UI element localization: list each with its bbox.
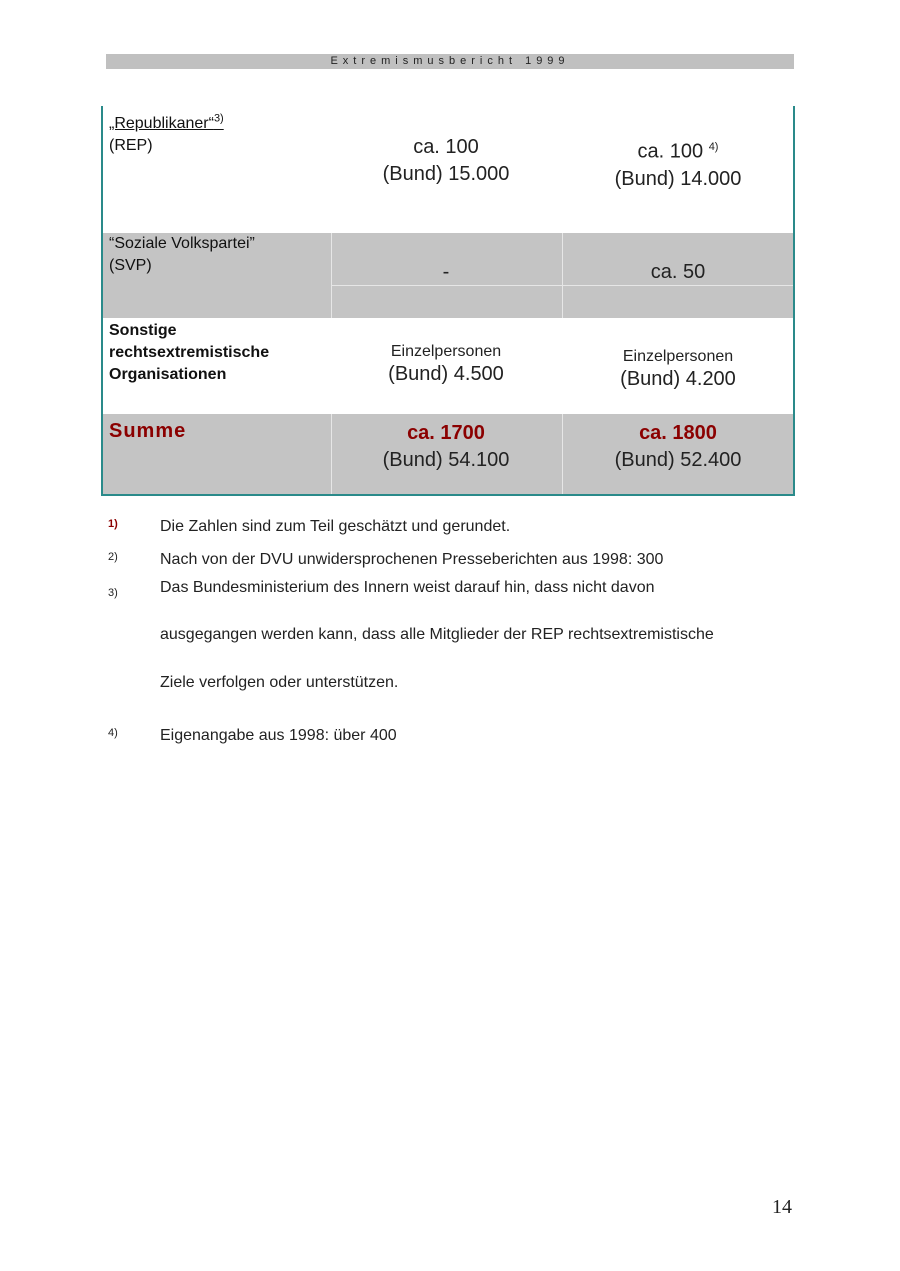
- local-count: Einzelpersonen: [622, 348, 734, 365]
- federal-count: (Bund) 52.400: [614, 449, 742, 471]
- value-cell: [331, 420, 561, 474]
- local-count: ca. 50: [650, 261, 706, 283]
- party-name-line: rechtsextremistische: [109, 344, 270, 361]
- footnote-number: 2): [108, 551, 118, 563]
- membership-table: [101, 106, 795, 496]
- federal-count: (Bund) 54.100: [382, 449, 510, 471]
- party-abbr: (REP): [109, 137, 153, 155]
- value-cell: [331, 259, 561, 286]
- value-cell: [331, 342, 561, 386]
- local-count: ca. 1800: [639, 422, 717, 444]
- running-header: Extremismusbericht 1999: [106, 54, 794, 69]
- local-count: Einzelpersonen: [390, 343, 502, 360]
- footnote-text: Nach von der DVU unwidersprochenen Presseberichten aus 1998: 300: [160, 551, 664, 568]
- party-name-cell: [109, 233, 329, 277]
- footnote-text: Eigenangabe aus 1998: über 400: [160, 727, 397, 744]
- footnote-text: Ziele verfolgen oder unterstützen.: [160, 674, 399, 691]
- federal-count: (Bund) 4.200: [620, 368, 736, 390]
- value-cell: [563, 134, 793, 193]
- party-name-cell: [109, 108, 329, 157]
- table-row: [103, 318, 793, 414]
- value-cell: [331, 134, 561, 188]
- sum-label: Summe: [109, 420, 187, 442]
- footnote-number: 1): [108, 518, 118, 530]
- federal-count: (Bund) 14.000: [614, 167, 742, 190]
- table-row: [103, 414, 793, 494]
- party-name-line: Organisationen: [109, 366, 227, 383]
- federal-count: (Bund) 4.500: [388, 363, 504, 385]
- footnote-text: Die Zahlen sind zum Teil geschätzt und gerundet.: [160, 518, 511, 535]
- local-count: ca. 100: [413, 136, 479, 158]
- local-count: ca. 100 $^{4)}$: [637, 140, 719, 163]
- value-cell: [563, 347, 793, 391]
- footnote-number: 4): [108, 727, 118, 739]
- party-abbr: (SVP): [109, 257, 152, 274]
- footnote-text: ausgegangen werden kann, dass alle Mitglieder der REP rechtsextremistische: [160, 626, 714, 643]
- table-row: [103, 233, 793, 318]
- footnote-text: Das Bundesministerium des Innern weist darauf hin, dass nicht davon: [160, 579, 655, 596]
- footnote-number: 3): [108, 587, 118, 599]
- party-name-cell: [109, 320, 329, 386]
- party-name: „Republikaner“$^{3)}$: [109, 113, 224, 133]
- value-cell: [563, 420, 793, 474]
- party-name: “Soziale Volkspartei”: [109, 235, 255, 252]
- local-count: ca. 1700: [407, 422, 485, 444]
- value-cell: [563, 259, 793, 286]
- federal-count: (Bund) 15.000: [382, 163, 510, 185]
- party-name-line: Sonstige: [109, 322, 177, 339]
- local-count: -: [442, 261, 450, 283]
- sum-label-cell: [109, 420, 329, 442]
- page-number: 14: [772, 1196, 792, 1218]
- table-row: [103, 106, 793, 233]
